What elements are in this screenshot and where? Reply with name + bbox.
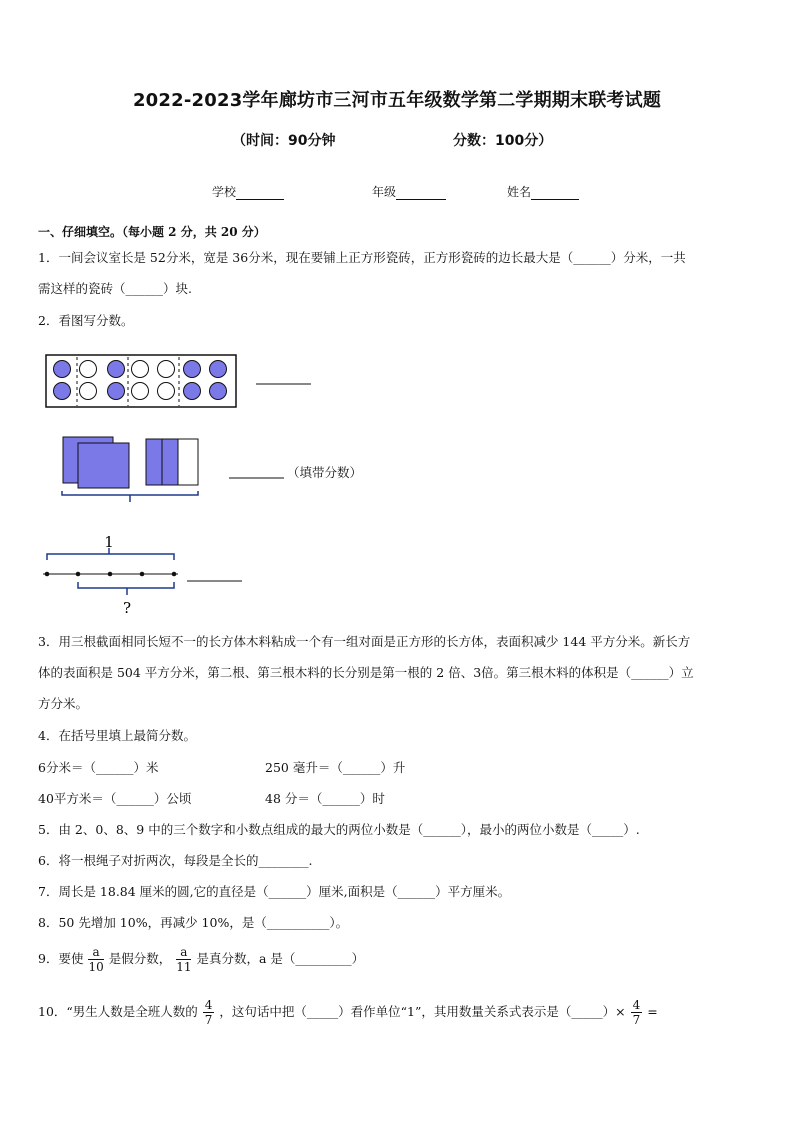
number-line-point [172,572,177,577]
question-8: 8．50 先增加 10%，再减少 10%，是（__________）。 [38,915,349,930]
filled-circle [108,383,125,400]
page-title: 2022-2023学年廊坊市三河市五年级数学第二学期期末联考试题 [132,90,662,111]
filled-circle [210,383,227,400]
section-title: 一、仔细填空。（每小题 2 分，共 20 分） [38,225,266,239]
school-blank[interactable] [236,185,284,200]
question-9 [38,940,364,978]
filled-circle [210,361,227,378]
question-10 [38,993,658,1031]
empty-circle [132,383,149,400]
filled-circle [108,361,125,378]
filled-circle [184,361,201,378]
grade-blank[interactable] [396,185,446,200]
q9-fraction-a-over-10: $\frac{a}{10}$ [88,945,104,974]
strip-1 [146,439,162,485]
question-6: 6．将一根绳子对折两次，每段是全长的________. [38,853,313,868]
empty-circle [80,361,97,378]
empty-circle [158,383,175,400]
grade-label: 年级 [372,185,397,199]
numline-top-label: 1 [104,533,114,551]
number-line-point [76,572,81,577]
top-brace [47,554,174,560]
circles-figure [44,353,316,411]
empty-circle [80,383,97,400]
school-label: 学校 [212,185,237,199]
filled-circle [184,383,201,400]
mixed-fraction-hint: （填带分数） [287,465,363,480]
exam-time: （时间：90分钟 [232,133,336,149]
bottom-brace [78,582,174,588]
school-field [212,183,284,200]
exam-score: 分数：100分） [453,133,553,149]
name-blank[interactable] [531,185,579,200]
q10-prefix: 10．“男生人数是全班人数的 [38,1004,198,1019]
strip-2 [162,439,178,485]
q10-fraction-4-over-7: $\frac{4}{7}$ [204,998,213,1027]
q10-middle: ，这句话中把（_____）看作单位“1”，其用数量关系式表示是（_____）× [219,1004,626,1019]
question-1-line-2: 需这样的瓷砖（______）块. [38,281,192,296]
numline-bottom-label: ? [122,599,132,617]
question-4: 4．在括号里填上最简分数。 [38,728,196,743]
grade-field [372,183,446,200]
question-7: 7．周长是 18.84 厘米的圆,它的直径是（______）厘米,面积是（______）平方厘米。 [38,884,511,899]
square-front [78,443,129,488]
question-3-line-3: 方分米。 [38,696,89,711]
question-4-d: 48 分＝（______）时 [265,791,385,806]
empty-circle [132,361,149,378]
filled-circle [54,383,71,400]
q9-prefix: 9．要使 [38,951,84,966]
question-1-line-1: 1．一间会议室长是 52分米，宽是 36分米，现在要铺上正方形瓷砖，正方形瓷砖的边长最大是（______）分米，一共 [38,250,686,265]
q9-suffix: 是真分数，a 是（_________） [196,951,365,966]
number-line-point [140,572,145,577]
q9-middle: 是假分数， [108,951,172,966]
question-3-line-1: 3．用三根截面相同长短不一的长方体木料粘成一个有一组对面是正方形的长方体，表面积减少 144 平方分米。新长方 [38,634,691,649]
q10-fraction-4-over-7-b: $\frac{4}{7}$ [632,998,641,1027]
q10-suffix: = [647,1004,658,1019]
question-2: 2．看图写分数。 [38,313,134,328]
strip-3 [178,439,198,485]
question-5: 5．由 2、0、8、9 中的三个数字和小数点组成的最大的两位小数是（______），最小的两位小数是（_____）. [38,822,640,837]
question-4-c: 40平方米＝（______）公顷 [38,791,192,806]
number-line-figure [40,532,250,618]
question-4-a: 6分米＝（______）米 [38,760,159,775]
empty-circle [158,361,175,378]
q9-fraction-a-over-11: $\frac{a}{11}$ [176,945,192,974]
question-4-b: 250 毫升＝（______）升 [265,760,406,775]
question-3-line-2: 体的表面积是 504 平方分米，第二根、第三根木料的长分别是第一根的 2 倍、3倍。第三根木料的体积是（______）立 [38,665,694,680]
name-label: 姓名 [507,185,532,199]
name-field [507,183,579,200]
brace [62,491,198,495]
number-line-point [108,572,113,577]
filled-circle [54,361,71,378]
number-line-point [45,572,50,577]
